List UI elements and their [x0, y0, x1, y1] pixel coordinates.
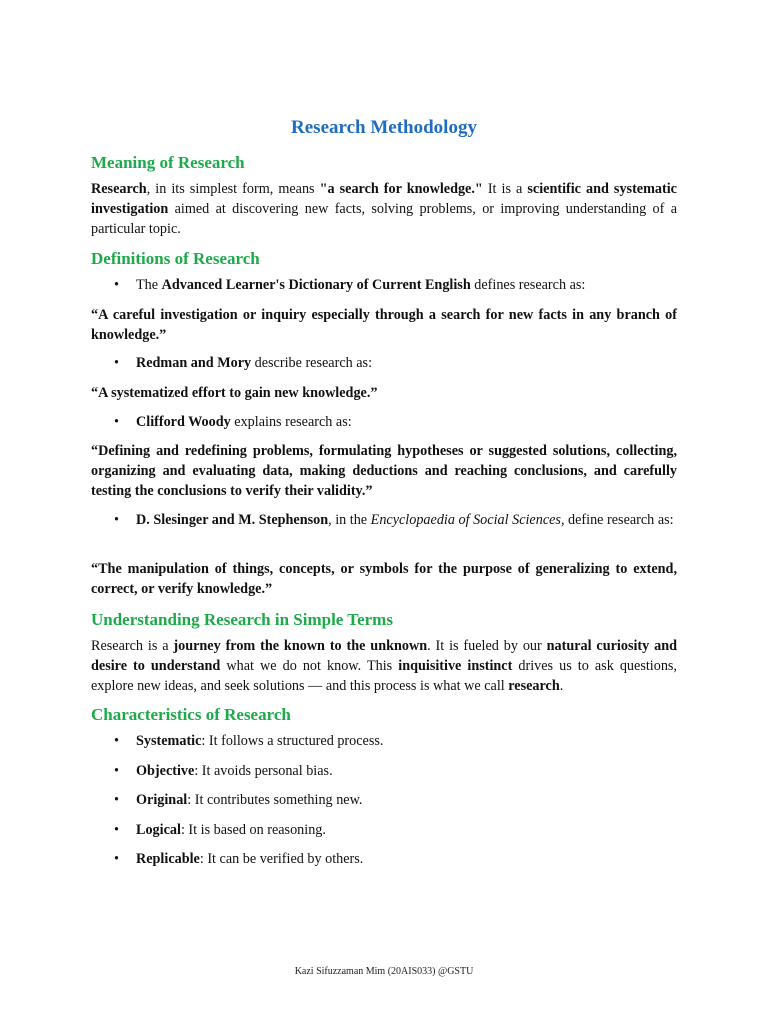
characteristic-term: Replicable: [136, 851, 200, 868]
definitions-heading: Definitions of Research: [91, 249, 260, 268]
understanding-text-4: drives us to ask questions, explore new ideas, and seek solutions — and this process is what we call: [91, 658, 677, 694]
characteristic-term: Systematic: [136, 733, 202, 749]
definition-source: Advanced Learner's Dictionary of Current English: [161, 277, 471, 293]
understanding-emphasis-1: journey from the known to the unknown: [173, 638, 428, 654]
definition-post: , define research as:: [560, 512, 674, 528]
definition-item-1: [91, 275, 677, 295]
meaning-heading: Meaning of Research: [91, 153, 245, 172]
definition-post: explains research as:: [230, 414, 352, 430]
definition-source: Clifford Woody: [136, 414, 231, 430]
characteristic-desc: : It can be verified by others.: [199, 851, 364, 868]
bullet-icon: •: [114, 733, 119, 749]
bullet-icon: •: [114, 277, 119, 293]
definition-pre: The: [136, 277, 162, 293]
understanding-emphasis-2: natural curiosity and desire to understand: [91, 638, 677, 674]
bullet-icon: •: [114, 792, 119, 809]
understanding-text-1: Research is a: [91, 638, 174, 654]
definition-quote-1: “A careful investigation or inquiry especially through a search for new facts in any branch of knowledge.”: [91, 307, 677, 343]
meaning-paragraph: [91, 179, 677, 239]
characteristic-term: Logical: [136, 821, 181, 838]
characteristic-term: Original: [136, 792, 188, 809]
definition-quote-3: “Defining and redefining problems, formulating hypotheses or suggested solutions, collecting, organizing and evaluating data, making deductions and reaching conclusions, and carefully testing the conclusions to verify their validity.”: [91, 443, 677, 499]
characteristic-desc: : It follows a structured process.: [201, 733, 384, 749]
bullet-icon: •: [114, 355, 119, 371]
list-item: [91, 849, 677, 869]
meaning-text-2: It is a: [482, 181, 528, 197]
understanding-emphasis-4: research: [508, 678, 560, 694]
understanding-text-5: .: [559, 678, 564, 694]
definition-quote-2: “A systematized effort to gain new knowledge.”: [91, 385, 378, 401]
meaning-text-3: aimed at discovering new facts, solving problems, or improving understanding of a particular topic.: [91, 201, 677, 237]
list-item: [91, 790, 677, 810]
definition-publication: Encyclopaedia of Social Sciences: [370, 512, 561, 528]
meaning-quote: "a search for knowledge.": [319, 181, 483, 197]
bullet-icon: •: [114, 851, 119, 868]
bullet-icon: •: [114, 762, 119, 779]
characteristics-heading: Characteristics of Research: [91, 705, 291, 724]
definition-source: Redman and Mory: [136, 355, 252, 371]
bullet-icon: •: [114, 414, 119, 430]
page-footer: Kazi Sifuzzaman Mim (20AIS033) @GSTU: [294, 966, 474, 977]
characteristic-term: Objective: [136, 762, 195, 779]
understanding-heading: Understanding Research in Simple Terms: [91, 610, 393, 629]
definition-quote-4: “The manipulation of things, concepts, or symbols for the purpose of generalizing to extend, correct, or verify knowledge.”: [91, 561, 677, 597]
meaning-term: Research: [91, 181, 147, 197]
page-title: Research Methodology: [291, 117, 477, 138]
understanding-text-3: what we do not know. This: [220, 658, 399, 674]
list-item: [91, 820, 677, 840]
definition-source: D. Slesinger and M. Stephenson: [136, 512, 329, 528]
list-item: [91, 731, 677, 751]
definition-item-2: [91, 353, 677, 373]
characteristic-desc: : It is based on reasoning.: [180, 821, 326, 838]
definition-item-3: [91, 412, 677, 432]
definition-mid: , in the: [328, 512, 371, 528]
meaning-text-1: , in its simplest form, means: [146, 181, 320, 197]
understanding-text-2: . It is fueled by our: [427, 638, 547, 654]
understanding-paragraph: [91, 636, 677, 696]
definition-post: describe research as:: [251, 355, 373, 371]
bullet-icon: •: [114, 821, 119, 838]
definition-post: defines research as:: [470, 277, 586, 293]
list-item: [91, 761, 677, 781]
characteristic-desc: : It contributes something new.: [187, 792, 363, 809]
characteristic-desc: : It avoids personal bias.: [194, 762, 333, 779]
understanding-emphasis-3: inquisitive instinct: [398, 658, 513, 674]
bullet-icon: •: [114, 512, 119, 528]
characteristics-list: [91, 731, 677, 879]
meaning-emphasis: scientific and systematic investigation: [91, 181, 677, 217]
definition-item-4: [91, 510, 677, 530]
